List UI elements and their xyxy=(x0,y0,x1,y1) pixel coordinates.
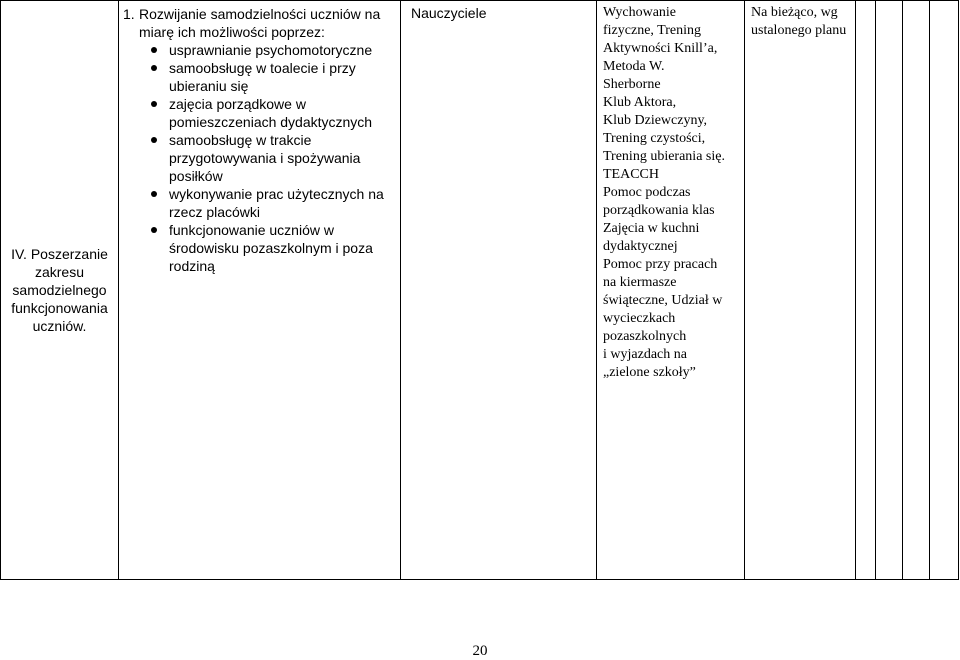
method-line: na kiermasze xyxy=(603,275,677,290)
method-line: świąteczne, Udział w xyxy=(603,293,723,308)
method-line: Klub Dziewczyny, xyxy=(603,113,708,128)
empty-cell xyxy=(903,1,930,580)
method-line: porządkowania klas xyxy=(603,203,715,218)
method-line: Aktywności Knill’a, xyxy=(603,41,718,56)
timeframe-text: Na bieżąco, wg ustalonego planu xyxy=(751,5,847,38)
responsible-cell xyxy=(401,1,597,580)
method-line: Sherborne xyxy=(603,77,661,92)
empty-cell xyxy=(930,1,959,580)
list-item: samoobsługę w toalecie i przy ubieraniu się xyxy=(143,59,394,95)
method-line: dydaktycznej xyxy=(603,239,678,254)
list-item: funkcjonowanie uczniów w środowisku pozaszkolnym i poza rodziną xyxy=(143,221,394,275)
empty-cell xyxy=(876,1,903,580)
timeframe-cell xyxy=(745,1,856,580)
method-line: „zielone szkoły” xyxy=(603,365,696,380)
list-item: samoobsługę w trakcie przygotowywania i spożywania posiłków xyxy=(143,131,394,185)
goal-heading xyxy=(123,5,394,41)
section-cell xyxy=(1,1,119,580)
method-line: Pomoc podczas xyxy=(603,185,691,200)
goal-bullet-list xyxy=(123,41,394,275)
method-line: Klub Aktora, xyxy=(603,95,677,110)
method-line: TEACCH xyxy=(603,167,659,182)
method-line: Pomoc przy pracach xyxy=(603,257,718,272)
method-line: Wychowanie xyxy=(603,5,677,20)
method-line: Zajęcia w kuchni xyxy=(603,221,700,236)
list-item: wykonywanie prac użytecznych na rzecz placówki xyxy=(143,185,394,221)
goal-number: 1. xyxy=(123,6,135,22)
method-line: Trening ubierania się. xyxy=(603,149,725,164)
responsible-text: Nauczyciele xyxy=(411,5,487,21)
empty-cell xyxy=(856,1,876,580)
table-row xyxy=(1,1,959,580)
methods-list xyxy=(597,1,744,382)
section-title: IV. Poszerzanie zakresu samodzielnego funkcjonowania uczniów. xyxy=(11,246,108,334)
methods-cell xyxy=(597,1,745,580)
goal-cell xyxy=(119,1,401,580)
method-line: pozaszkolnych xyxy=(603,329,687,344)
method-line: wycieczkach xyxy=(603,311,676,326)
method-line: i wyjazdach na xyxy=(603,347,687,362)
goal-text: Rozwijanie samodzielności uczniów na miarę ich możliwości poprzez: xyxy=(139,6,381,40)
list-item: zajęcia porządkowe w pomieszczeniach dydaktycznych xyxy=(143,95,394,131)
method-line: Metoda W. xyxy=(603,59,665,74)
list-item: usprawnianie psychomotoryczne xyxy=(143,41,394,59)
page-number: 20 xyxy=(472,643,488,659)
method-line: Trening czystości, xyxy=(603,131,706,146)
method-line: fizyczne, Trening xyxy=(603,23,701,38)
